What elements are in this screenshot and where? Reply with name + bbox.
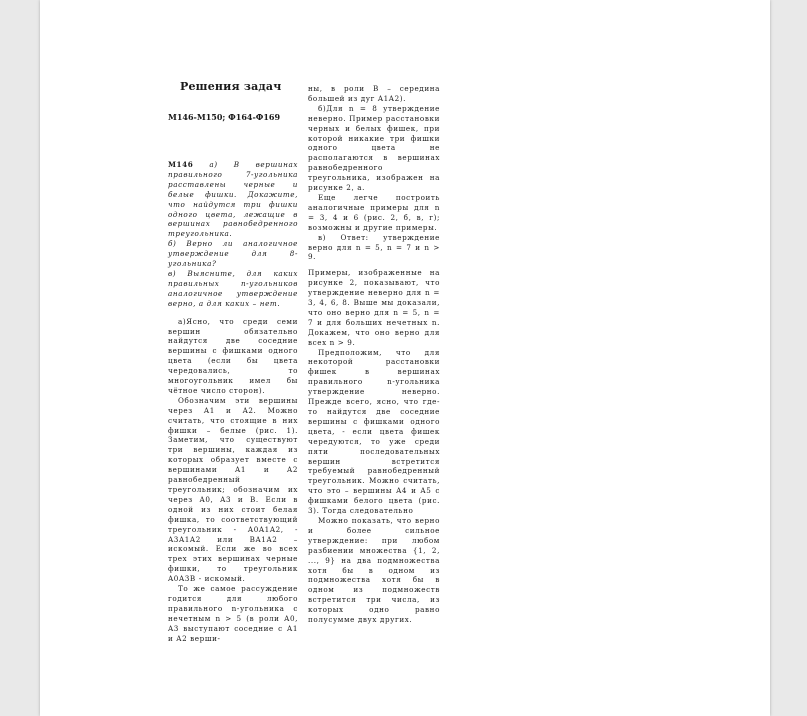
problem-statement (168, 160, 298, 239)
section-subtitle: М146-М150; Ф164-Ф169 (168, 112, 281, 122)
answer-paragraph: в) Ответ: утверждение верно для n = 5, n = 7 и n > 9. (308, 232, 440, 262)
solution-paragraph: а)Ясно, что среди семи вершин обязательно найдутся две соседние вершины с фишками одного цвета (если бы цвета чередовались, то многоугольник имел бы чётное число сторон). (168, 316, 298, 395)
page-title: Решения задач (180, 80, 282, 93)
solution-paragraph: Предположим, что для некоторой расстановки фишек в вершинах правильного n-угольника утверждение неверно. Прежде всего, ясно, что где-то найдутся две соседние вершины с фишками одного цвета, - если цвета фишек чередуются, то уже среди пяти последовательных вершин встретится требуемый равнобедренный треугольник. Можно считать, что это – вершины A4 и A5 с фишками белого цвета (рис. 3). Тогда следовательно (308, 347, 440, 516)
problem-part-b: б) Верно ли аналогичное утверждение для 8-угольника? (168, 239, 298, 269)
document-page (40, 0, 770, 716)
solution-paragraph: Обозначим эти вершины через A1 и A2. Можно считать, что стоящие в них фишки – белые (рис. 1). Заметим, что существуют три вершины, каждая из которых образует вместе с вершинами A1 и A2 равнобедренный треугольник; обозначим их через A0, A3 и B. Если в одной из них стоит белая фишка, то соответствующий треугольник - A0A1A2, - A3A1A2 или BA1A2 – искомый. Если же во всех трех этих вершинах черные фишки, то треугольник A0A3B - искомый. (168, 395, 298, 584)
problem-part-c: в) Выясните, для каких правильных n-угольников аналогичное утверждение верно, а для каких – нет. (168, 268, 298, 308)
solution-paragraph: Можно показать, что верно и более сильное утверждение: при любом разбиении множества {1, 2, ..., 9} на два подмножества хотя бы в одном из подмножества хотя бы в одном из подмножеств встретится три числа, из которых одно равно полусумме двух других. (308, 515, 440, 625)
left-column (168, 160, 298, 644)
problem-label: М146 (168, 160, 194, 169)
right-column (308, 84, 440, 625)
solution-paragraph: Еще легче построить аналогичные примеры для n = 3, 4 и 6 (рис. 2, б, в, г); возможны и другие примеры. (308, 192, 440, 232)
solution-paragraph: б)Для n = 8 утверждение неверно. Пример расстановки черных и белых фишек, при которой никакие три фишки одного цвета не располагаются в вершинах равнобедренного треугольника, изображен на рисунке 2, а. (308, 103, 440, 193)
solution-paragraph: Примеры, изображенные на рисунке 2, показывают, что утверждение неверно для n = 3, 4, 6, 8. Выше мы доказали, что оно верно для n = 5, n = 7 и для больших нечетных n. Докажем, что оно верно для всех n > 9. (308, 268, 440, 347)
solution-paragraph: То же самое рассуждение годится для любого правильного n-угольника с нечетным n > 5 (в роли A0, A3 выступают соседние с A1 и A2 верши- (168, 584, 298, 643)
problem-text: а) В вершинах правильного 7-угольника расставлены черные и белые фишки. Докажите, что найдутся три фишки одного цвета, лежащие в вершинах равнобедренного треугольника. (168, 160, 298, 239)
solution-paragraph: ны, в роли B – середина большей из дуг A1A2). (308, 84, 440, 103)
